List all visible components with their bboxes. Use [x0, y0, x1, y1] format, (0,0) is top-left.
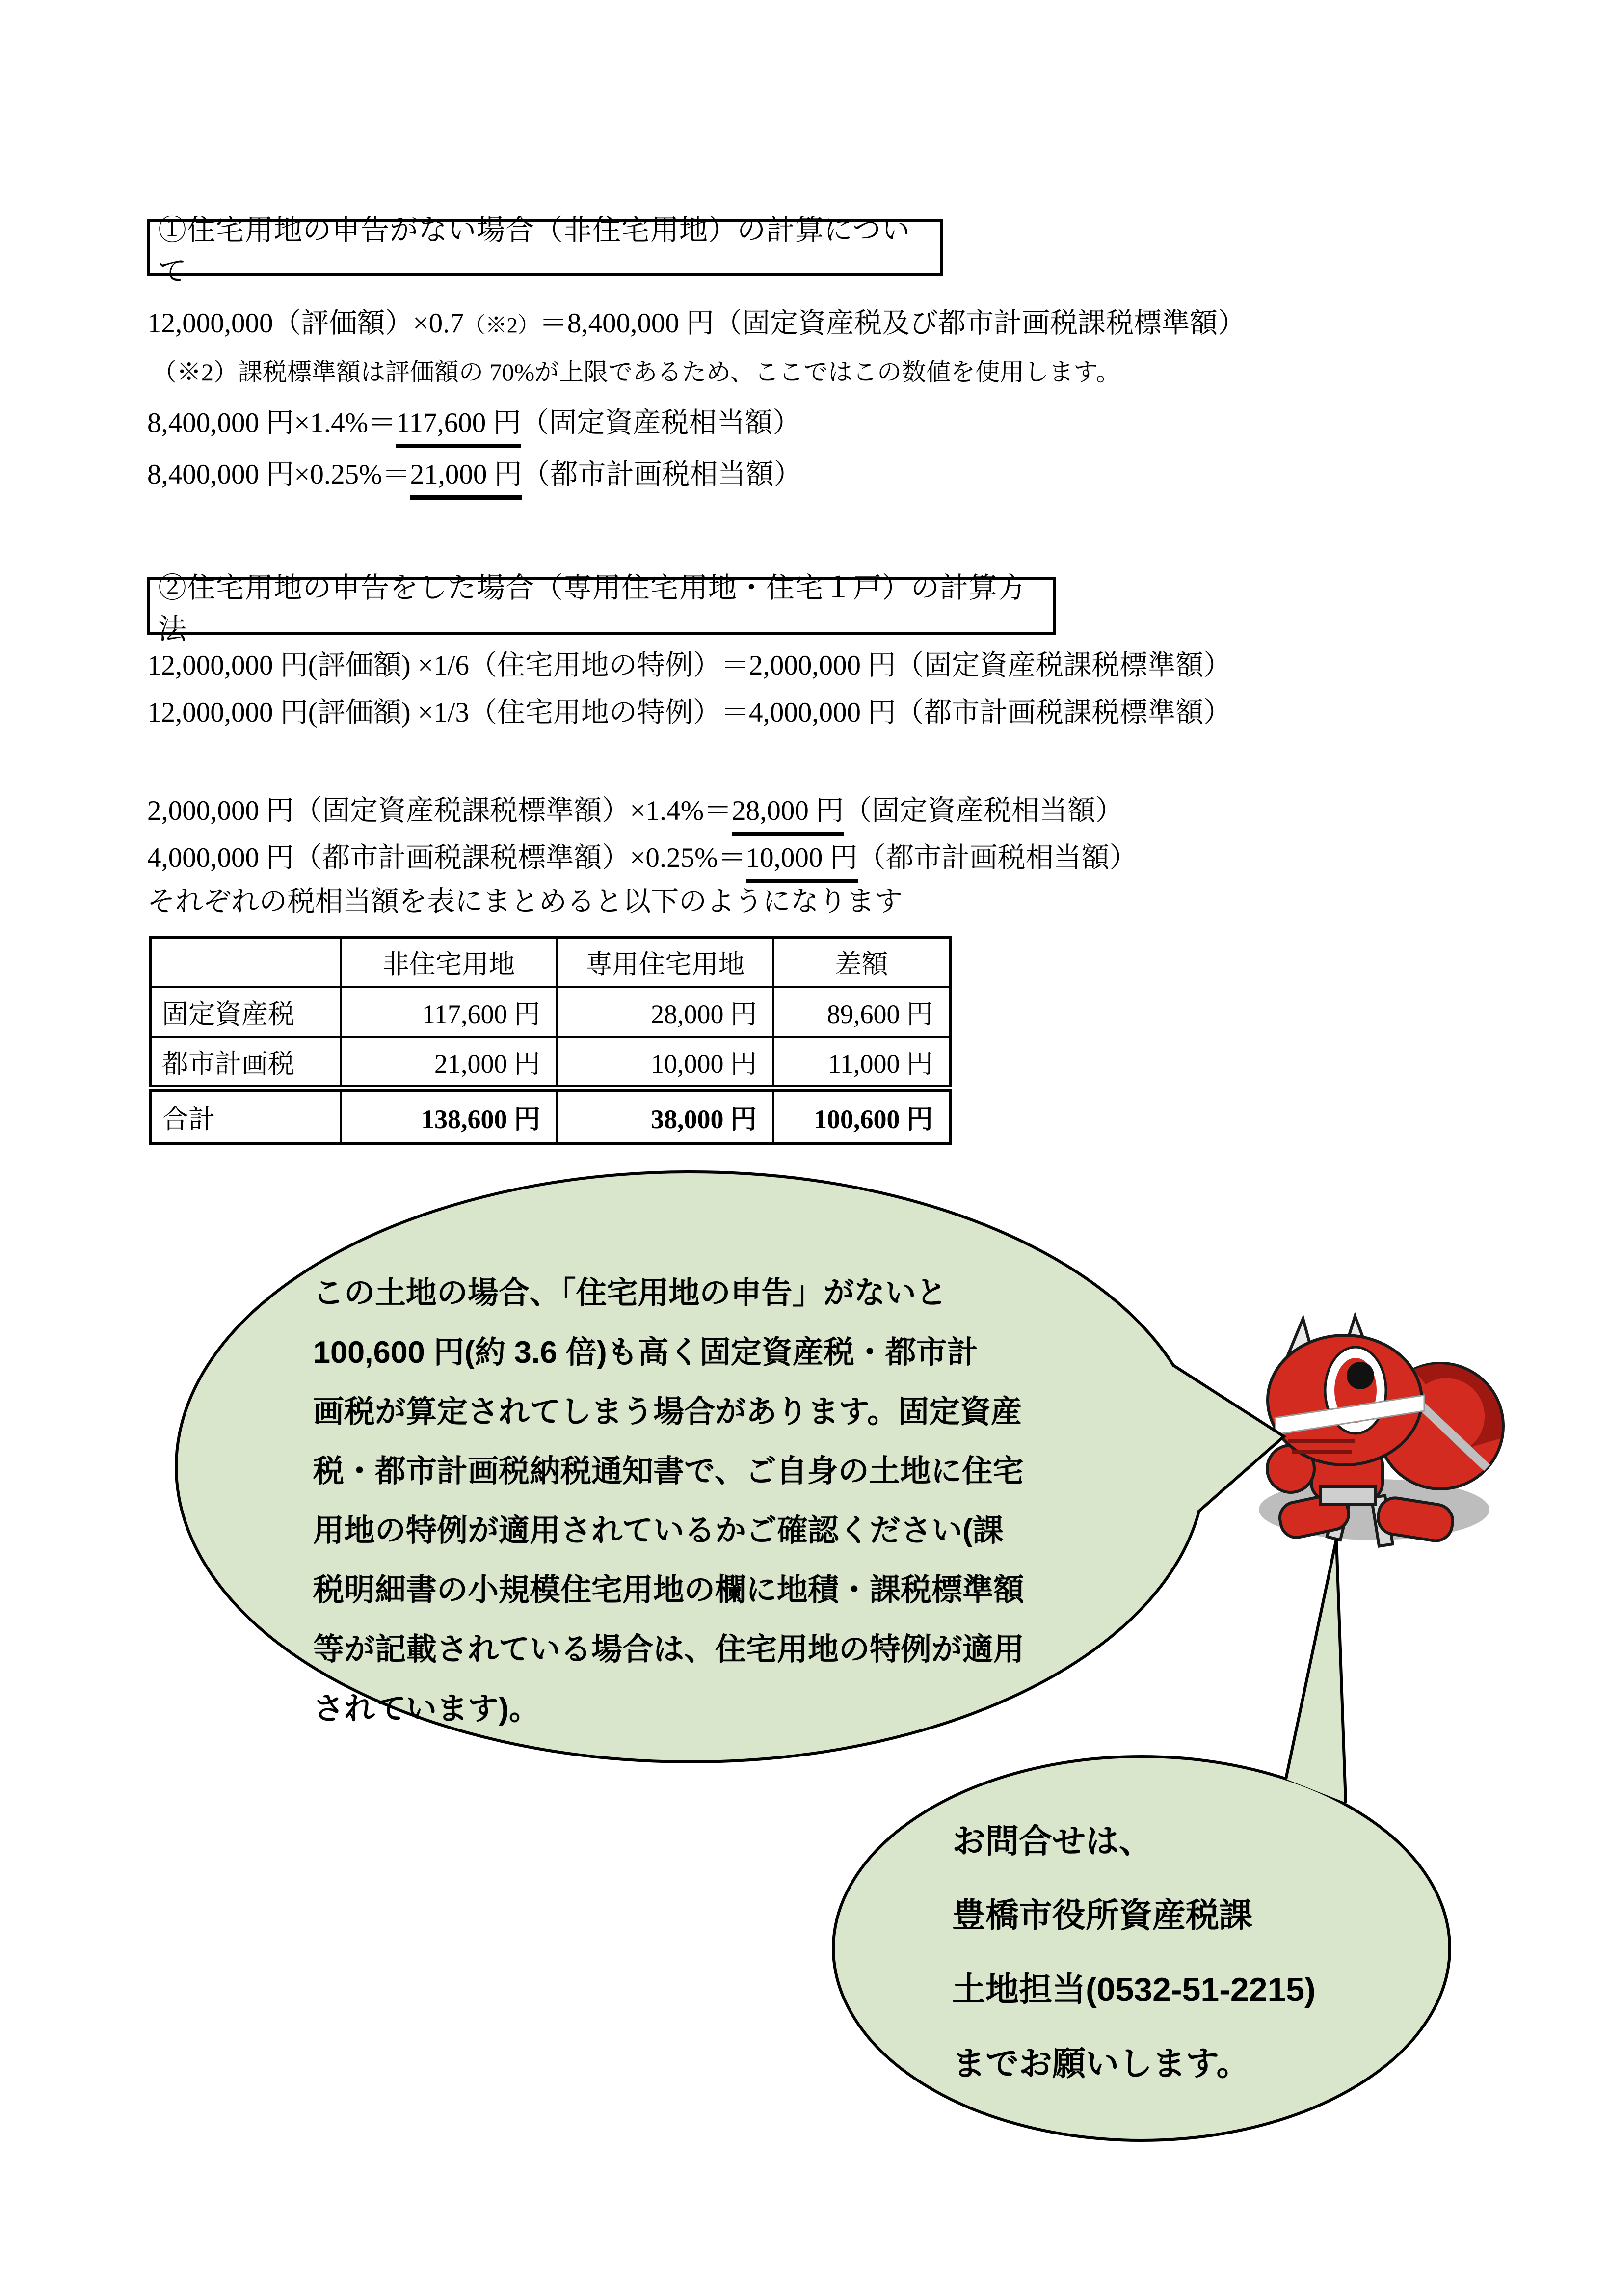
section1-heading: ①住宅用地の申告がない場合（非住宅用地）の計算について — [158, 214, 910, 287]
section1-note: （※2）課税標準額は評価額の 70%が上限であるため、ここではこの数値を使用します。 — [152, 358, 1121, 386]
mascot-character — [1259, 1316, 1503, 1546]
speech-bubble-2-text — [952, 1805, 1316, 2101]
section2-heading-box — [147, 572, 1056, 645]
bubble2-line: までお願いします。 — [952, 2045, 1250, 2082]
header-empty — [151, 937, 341, 987]
table-intro: それぞれの税相当額を表にまとめると以下のようになります — [147, 886, 903, 917]
section2-heading: ②住宅用地の申告をした場合（専用住宅用地・住宅１戸）の計算方法 — [158, 572, 1027, 645]
section1-formula-2: 8,400,000 円×1.4%＝117,600 円（固定資産税相当額） — [147, 408, 801, 448]
table-header-row — [151, 937, 950, 987]
bubble1-line: 税明細書の小規模住宅用地の欄に地積・課税標準額 — [313, 1573, 1024, 1607]
bubble1-line: 等が記載されている場合は、住宅用地の特例が適用 — [313, 1632, 1024, 1667]
note-reference: （※2） — [463, 313, 539, 337]
bubble1-line: 100,600 円(約 3.6 倍)も高く固定資産税・都市計 — [313, 1335, 978, 1370]
bubble2-line: 土地担当(0532-51-2215) — [952, 1971, 1316, 2008]
section2-formula-3: 2,000,000 円（固定資産税課税標準額）×1.4%＝28,000 円（固定資産税相当額） — [147, 796, 1123, 836]
section2-formula-2: 12,000,000 円(評価額) ×1/3（住宅用地の特例）＝4,000,000 円（都市計画税課税標準額） — [147, 697, 1232, 728]
bubble1-line: 用地の特例が適用されているかご確認ください(課 — [313, 1513, 1004, 1548]
section1-heading-box — [147, 214, 943, 287]
speech-bubble-1-text — [313, 1264, 1024, 1739]
speech-bubble-2-tail — [1286, 1539, 1346, 1803]
table-total-row: 合計 138,600 円 38,000 円 100,600 円 — [151, 1088, 950, 1144]
section2-formula-1: 12,000,000 円(評価額) ×1/6（住宅用地の特例）＝2,000,000 円（固定資産税課税標準額） — [147, 650, 1232, 681]
header-difference: 差額 — [773, 937, 950, 987]
city-planning-tax-amount-special: 10,000 円 — [746, 843, 858, 883]
bubble1-line: 画税が算定されてしまう場合があります。固定資産 — [313, 1395, 1022, 1429]
bubble2-line: お問合せは、 — [952, 1823, 1153, 1860]
table-row: 固定資産税 117,600 円 28,000 円 89,600 円 — [151, 987, 950, 1037]
bubble1-line: 税・都市計画税納税通知書で、ご自身の土地に住宅 — [313, 1454, 1024, 1488]
mascot-eye-pupil — [1347, 1362, 1374, 1389]
section1-formula-1: 12,000,000（評価額）×0.7（※2）＝8,400,000 円（固定資産税及び都市計画税課税標準額） — [147, 308, 1246, 339]
fixed-asset-tax-amount-special: 28,000 円 — [732, 796, 844, 836]
header-non-residential: 非住宅用地 — [341, 937, 557, 987]
fixed-asset-tax-amount: 117,600 円 — [396, 408, 521, 448]
bubble1-line: されています)。 — [313, 1692, 540, 1726]
tax-comparison-table — [149, 936, 952, 1145]
bubble2-line: 豊橋市役所資産税課 — [952, 1897, 1253, 1934]
city-planning-tax-amount: 21,000 円 — [410, 459, 522, 500]
header-residential: 専用住宅用地 — [557, 937, 773, 987]
bubble1-line: この土地の場合、「住宅用地の申告」がないと — [313, 1276, 947, 1310]
section2-formula-4: 4,000,000 円（都市計画税課税標準額）×0.25%＝10,000 円（都市計画税相当額） — [147, 843, 1138, 883]
section1-formula-3: 8,400,000 円×0.25%＝21,000 円（都市計画税相当額） — [147, 459, 802, 500]
table-row: 都市計画税 21,000 円 10,000 円 11,000 円 — [151, 1037, 950, 1088]
